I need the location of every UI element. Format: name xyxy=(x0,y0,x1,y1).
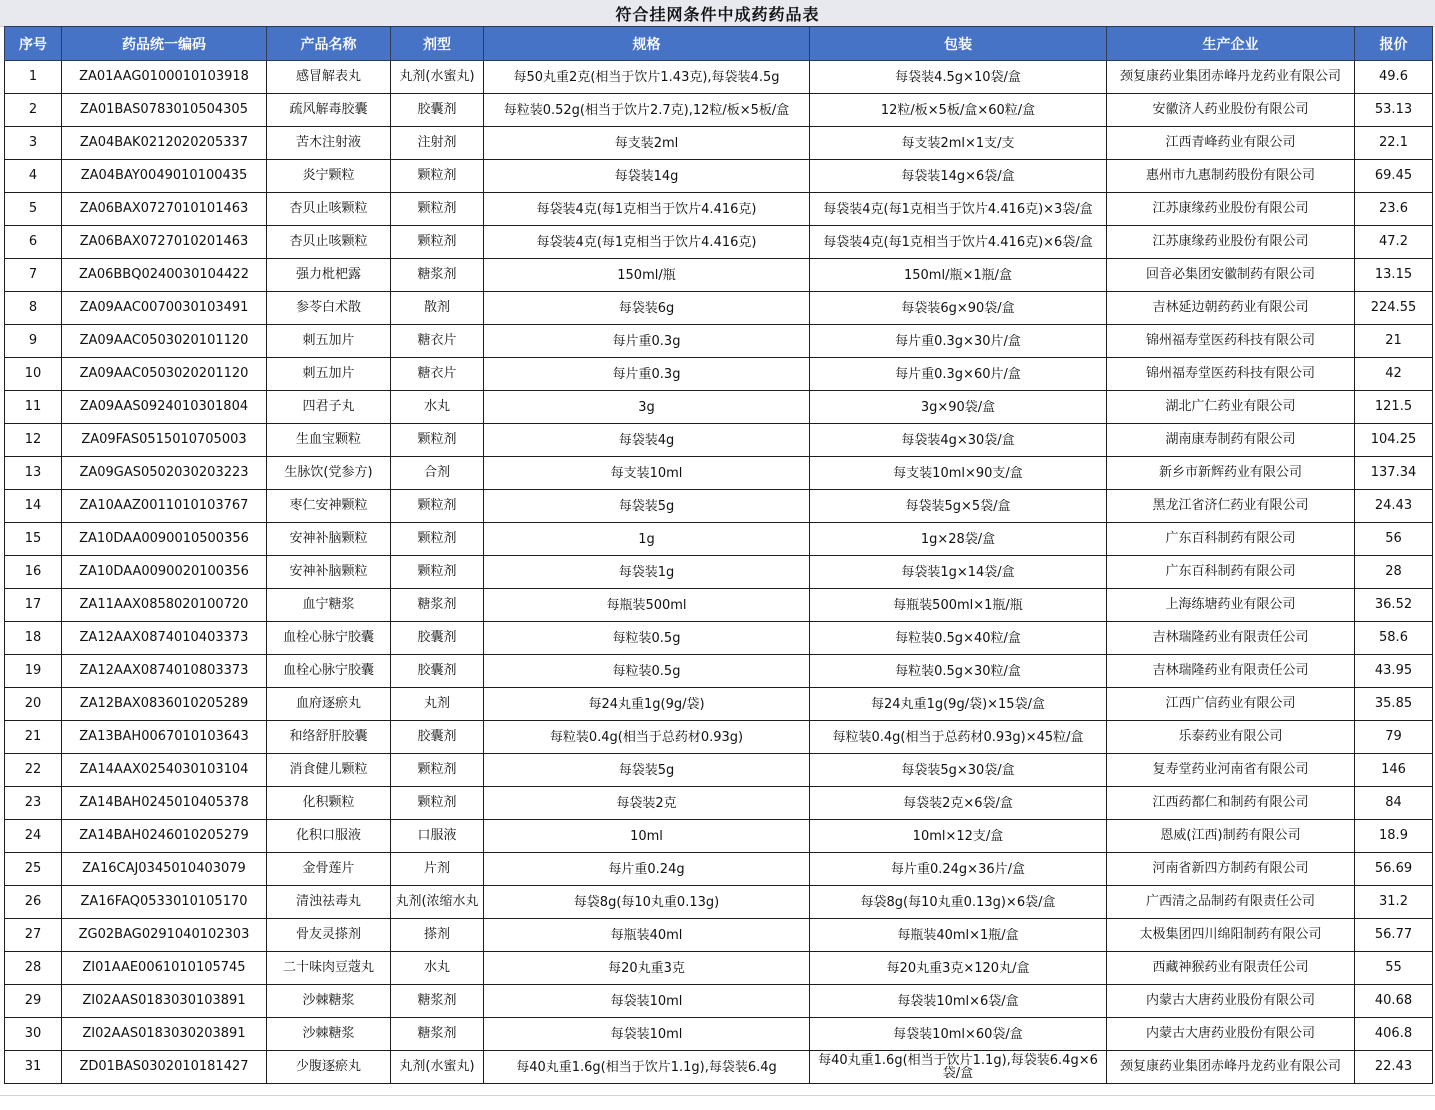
specification-cell[interactable]: 每袋8g(每10丸重0.13g) xyxy=(484,886,810,919)
table-row[interactable] xyxy=(5,754,1433,787)
table-row[interactable] xyxy=(5,688,1433,721)
row-number-cell[interactable]: 11 xyxy=(5,391,62,424)
manufacturer-cell[interactable]: 锦州福寿堂医药科技有限公司 xyxy=(1107,358,1355,391)
price-cell[interactable]: 56 xyxy=(1355,523,1433,556)
row-number-cell[interactable]: 7 xyxy=(5,259,62,292)
price-cell[interactable]: 23.6 xyxy=(1355,193,1433,226)
row-number-cell[interactable]: 25 xyxy=(5,853,62,886)
dosage-form-cell[interactable]: 水丸 xyxy=(391,952,484,985)
product-name-cell[interactable]: 炎宁颗粒 xyxy=(267,160,391,193)
product-name-cell[interactable]: 血宁糖浆 xyxy=(267,589,391,622)
product-name-cell[interactable]: 枣仁安神颗粒 xyxy=(267,490,391,523)
packaging-cell[interactable]: 150ml/瓶×1瓶/盒 xyxy=(810,259,1107,292)
table-row[interactable] xyxy=(5,61,1433,94)
product-name-cell[interactable]: 杏贝止咳颗粒 xyxy=(267,226,391,259)
table-row[interactable] xyxy=(5,226,1433,259)
price-cell[interactable]: 56.77 xyxy=(1355,919,1433,952)
dosage-form-cell[interactable]: 胶囊剂 xyxy=(391,655,484,688)
product-name-cell[interactable]: 生脉饮(党参方) xyxy=(267,457,391,490)
product-name-cell[interactable]: 清浊祛毒丸 xyxy=(267,886,391,919)
price-cell[interactable]: 224.55 xyxy=(1355,292,1433,325)
specification-cell[interactable]: 每袋装2克 xyxy=(484,787,810,820)
table-row[interactable] xyxy=(5,622,1433,655)
empty-row[interactable] xyxy=(0,1095,1435,1110)
row-number-cell[interactable]: 15 xyxy=(5,523,62,556)
row-number-cell[interactable]: 1 xyxy=(5,61,62,94)
row-number-cell[interactable]: 16 xyxy=(5,556,62,589)
packaging-cell[interactable]: 每袋装4g×30袋/盒 xyxy=(810,424,1107,457)
table-row[interactable] xyxy=(5,787,1433,820)
column-header[interactable]: 生产企业 xyxy=(1107,27,1355,61)
dosage-form-cell[interactable]: 丸剂(浓缩水丸 xyxy=(391,886,484,919)
packaging-cell[interactable]: 每粒装0.4g(相当于总药材0.93g)×45粒/盒 xyxy=(810,721,1107,754)
dosage-form-cell[interactable]: 丸剂 xyxy=(391,688,484,721)
manufacturer-cell[interactable]: 江苏康缘药业股份有限公司 xyxy=(1107,226,1355,259)
manufacturer-cell[interactable]: 湖北广仁药业有限公司 xyxy=(1107,391,1355,424)
price-cell[interactable]: 35.85 xyxy=(1355,688,1433,721)
product-name-cell[interactable]: 沙棘糖浆 xyxy=(267,985,391,1018)
packaging-cell[interactable]: 每袋8g(每10丸重0.13g)×6袋/盒 xyxy=(810,886,1107,919)
drug-code-cell[interactable]: ZA09AAC0503020201120 xyxy=(62,358,267,391)
price-cell[interactable]: 55 xyxy=(1355,952,1433,985)
drug-code-cell[interactable]: ZA01BAS0783010504305 xyxy=(62,94,267,127)
product-name-cell[interactable]: 和络舒肝胶囊 xyxy=(267,721,391,754)
product-name-cell[interactable]: 金骨莲片 xyxy=(267,853,391,886)
packaging-cell[interactable]: 每袋装2克×6袋/盒 xyxy=(810,787,1107,820)
drug-code-cell[interactable]: ZA04BAK0212020205337 xyxy=(62,127,267,160)
column-header[interactable]: 序号 xyxy=(5,27,62,61)
row-number-cell[interactable]: 20 xyxy=(5,688,62,721)
packaging-cell[interactable]: 每40丸重1.6g(相当于饮片1.1g),每袋装6.4g×6袋/盒 xyxy=(810,1051,1107,1084)
packaging-cell[interactable]: 1g×28袋/盒 xyxy=(810,523,1107,556)
manufacturer-cell[interactable]: 吉林瑞隆药业有限责任公司 xyxy=(1107,655,1355,688)
product-name-cell[interactable]: 化积颗粒 xyxy=(267,787,391,820)
manufacturer-cell[interactable]: 江西药都仁和制药有限公司 xyxy=(1107,787,1355,820)
sheet-title: 符合挂网条件中成药药品表 xyxy=(0,0,1435,27)
specification-cell[interactable]: 每袋装4克(每1克相当于饮片4.416克) xyxy=(484,193,810,226)
price-cell[interactable]: 22.43 xyxy=(1355,1051,1433,1084)
dosage-form-cell[interactable]: 片剂 xyxy=(391,853,484,886)
specification-cell[interactable]: 每袋装6g xyxy=(484,292,810,325)
drug-code-cell[interactable]: ZI02AAS0183030103891 xyxy=(62,985,267,1018)
row-number-cell[interactable]: 29 xyxy=(5,985,62,1018)
packaging-cell[interactable]: 每瓶装40ml×1瓶/盒 xyxy=(810,919,1107,952)
row-number-cell[interactable]: 12 xyxy=(5,424,62,457)
product-name-cell[interactable]: 消食健儿颗粒 xyxy=(267,754,391,787)
product-name-cell[interactable]: 二十味肉豆蔻丸 xyxy=(267,952,391,985)
specification-cell[interactable]: 每袋装1g xyxy=(484,556,810,589)
manufacturer-cell[interactable]: 惠州市九惠制药股份有限公司 xyxy=(1107,160,1355,193)
specification-cell[interactable]: 每支装10ml xyxy=(484,457,810,490)
manufacturer-cell[interactable]: 乐泰药业有限公司 xyxy=(1107,721,1355,754)
drug-code-cell[interactable]: ZA09GAS0502030203223 xyxy=(62,457,267,490)
drug-code-cell[interactable]: ZA09AAC0070030103491 xyxy=(62,292,267,325)
price-cell[interactable]: 40.68 xyxy=(1355,985,1433,1018)
packaging-cell[interactable]: 每支装10ml×90支/盒 xyxy=(810,457,1107,490)
dosage-form-cell[interactable]: 糖衣片 xyxy=(391,358,484,391)
packaging-cell[interactable]: 每袋装5g×30袋/盒 xyxy=(810,754,1107,787)
price-cell[interactable]: 43.95 xyxy=(1355,655,1433,688)
row-number-cell[interactable]: 9 xyxy=(5,325,62,358)
drug-code-cell[interactable]: ZA04BAY0049010100435 xyxy=(62,160,267,193)
manufacturer-cell[interactable]: 上海练塘药业有限公司 xyxy=(1107,589,1355,622)
packaging-cell[interactable]: 每袋装4克(每1克相当于饮片4.416克)×3袋/盒 xyxy=(810,193,1107,226)
specification-cell[interactable]: 每片重0.3g xyxy=(484,358,810,391)
row-number-cell[interactable]: 6 xyxy=(5,226,62,259)
dosage-form-cell[interactable]: 搽剂 xyxy=(391,919,484,952)
table-row[interactable] xyxy=(5,292,1433,325)
specification-cell[interactable]: 每瓶装40ml xyxy=(484,919,810,952)
drug-code-cell[interactable]: ZD01BAS0302010181427 xyxy=(62,1051,267,1084)
price-cell[interactable]: 56.69 xyxy=(1355,853,1433,886)
table-row[interactable] xyxy=(5,886,1433,919)
specification-cell[interactable]: 每袋装4g xyxy=(484,424,810,457)
price-cell[interactable]: 79 xyxy=(1355,721,1433,754)
price-cell[interactable]: 49.6 xyxy=(1355,61,1433,94)
row-number-cell[interactable]: 17 xyxy=(5,589,62,622)
dosage-form-cell[interactable]: 颗粒剂 xyxy=(391,226,484,259)
product-name-cell[interactable]: 安神补脑颗粒 xyxy=(267,523,391,556)
dosage-form-cell[interactable]: 注射剂 xyxy=(391,127,484,160)
specification-cell[interactable]: 每20丸重3克 xyxy=(484,952,810,985)
row-number-cell[interactable]: 3 xyxy=(5,127,62,160)
manufacturer-cell[interactable]: 回音必集团安徽制药有限公司 xyxy=(1107,259,1355,292)
specification-cell[interactable]: 每袋装4克(每1克相当于饮片4.416克) xyxy=(484,226,810,259)
dosage-form-cell[interactable]: 胶囊剂 xyxy=(391,622,484,655)
column-header[interactable]: 药品统一编码 xyxy=(62,27,267,61)
table-row[interactable] xyxy=(5,853,1433,886)
price-cell[interactable]: 84 xyxy=(1355,787,1433,820)
row-number-cell[interactable]: 30 xyxy=(5,1018,62,1051)
drug-code-cell[interactable]: ZA14AAX0254030103104 xyxy=(62,754,267,787)
product-name-cell[interactable]: 化积口服液 xyxy=(267,820,391,853)
drug-code-cell[interactable]: ZA10DAA0090020100356 xyxy=(62,556,267,589)
dosage-form-cell[interactable]: 糖浆剂 xyxy=(391,1018,484,1051)
specification-cell[interactable]: 每片重0.24g xyxy=(484,853,810,886)
manufacturer-cell[interactable]: 黑龙江省济仁药业有限公司 xyxy=(1107,490,1355,523)
product-name-cell[interactable]: 沙棘糖浆 xyxy=(267,1018,391,1051)
dosage-form-cell[interactable]: 颗粒剂 xyxy=(391,193,484,226)
dosage-form-cell[interactable]: 水丸 xyxy=(391,391,484,424)
column-header[interactable]: 剂型 xyxy=(391,27,484,61)
packaging-cell[interactable]: 每袋装4.5g×10袋/盒 xyxy=(810,61,1107,94)
table-row[interactable] xyxy=(5,424,1433,457)
drug-code-cell[interactable]: ZI01AAE0061010105745 xyxy=(62,952,267,985)
dosage-form-cell[interactable]: 胶囊剂 xyxy=(391,721,484,754)
packaging-cell[interactable]: 每袋装1g×14袋/盒 xyxy=(810,556,1107,589)
product-name-cell[interactable]: 刺五加片 xyxy=(267,325,391,358)
product-name-cell[interactable]: 强力枇杷露 xyxy=(267,259,391,292)
manufacturer-cell[interactable]: 安徽济人药业股份有限公司 xyxy=(1107,94,1355,127)
dosage-form-cell[interactable]: 丸剂(水蜜丸) xyxy=(391,1051,484,1084)
table-body xyxy=(5,61,1433,1084)
product-name-cell[interactable]: 血栓心脉宁胶囊 xyxy=(267,622,391,655)
specification-cell[interactable]: 1g xyxy=(484,523,810,556)
table-row[interactable] xyxy=(5,391,1433,424)
row-number-cell[interactable]: 13 xyxy=(5,457,62,490)
manufacturer-cell[interactable]: 吉林瑞隆药业有限责任公司 xyxy=(1107,622,1355,655)
drug-table xyxy=(4,26,1433,1084)
dosage-form-cell[interactable]: 糖浆剂 xyxy=(391,259,484,292)
drug-code-cell[interactable]: ZI02AAS0183030203891 xyxy=(62,1018,267,1051)
specification-cell[interactable]: 每袋装5g xyxy=(484,490,810,523)
product-name-cell[interactable]: 感冒解表丸 xyxy=(267,61,391,94)
specification-cell[interactable]: 每粒装0.52g(相当于饮片2.7克),12粒/板×5板/盒 xyxy=(484,94,810,127)
table-row[interactable] xyxy=(5,820,1433,853)
column-header[interactable]: 包装 xyxy=(810,27,1107,61)
price-cell[interactable]: 121.5 xyxy=(1355,391,1433,424)
dosage-form-cell[interactable]: 糖浆剂 xyxy=(391,985,484,1018)
price-cell[interactable]: 18.9 xyxy=(1355,820,1433,853)
manufacturer-cell[interactable]: 广西清之品制药有限责任公司 xyxy=(1107,886,1355,919)
manufacturer-cell[interactable]: 内蒙古大唐药业股份有限公司 xyxy=(1107,1018,1355,1051)
drug-code-cell[interactable]: ZA10DAA0090010500356 xyxy=(62,523,267,556)
packaging-cell[interactable]: 每袋装4克(每1克相当于饮片4.416克)×6袋/盒 xyxy=(810,226,1107,259)
specification-cell[interactable]: 每粒装0.4g(相当于总药材0.93g) xyxy=(484,721,810,754)
specification-cell[interactable]: 每袋装10ml xyxy=(484,1018,810,1051)
table-row[interactable] xyxy=(5,556,1433,589)
column-header[interactable]: 规格 xyxy=(484,27,810,61)
table-row[interactable] xyxy=(5,259,1433,292)
row-number-cell[interactable]: 24 xyxy=(5,820,62,853)
column-header[interactable]: 报价 xyxy=(1355,27,1433,61)
packaging-cell[interactable]: 每片重0.3g×60片/盒 xyxy=(810,358,1107,391)
drug-code-cell[interactable]: ZA16CAJ0345010403079 xyxy=(62,853,267,886)
specification-cell[interactable]: 3g xyxy=(484,391,810,424)
table-row[interactable] xyxy=(5,1051,1433,1084)
product-name-cell[interactable]: 少腹逐瘀丸 xyxy=(267,1051,391,1084)
table-row[interactable] xyxy=(5,94,1433,127)
manufacturer-cell[interactable]: 复寿堂药业河南省有限公司 xyxy=(1107,754,1355,787)
row-number-cell[interactable]: 28 xyxy=(5,952,62,985)
manufacturer-cell[interactable]: 吉林延边朝药药业有限公司 xyxy=(1107,292,1355,325)
manufacturer-cell[interactable]: 内蒙古大唐药业股份有限公司 xyxy=(1107,985,1355,1018)
row-number-cell[interactable]: 4 xyxy=(5,160,62,193)
price-cell[interactable]: 42 xyxy=(1355,358,1433,391)
table-row[interactable] xyxy=(5,985,1433,1018)
table-row[interactable] xyxy=(5,160,1433,193)
manufacturer-cell[interactable]: 江西青峰药业有限公司 xyxy=(1107,127,1355,160)
row-number-cell[interactable]: 27 xyxy=(5,919,62,952)
dosage-form-cell[interactable]: 丸剂(水蜜丸) xyxy=(391,61,484,94)
specification-cell[interactable]: 每粒装0.5g xyxy=(484,622,810,655)
manufacturer-cell[interactable]: 颈复康药业集团赤峰丹龙药业有限公司 xyxy=(1107,1051,1355,1084)
row-number-cell[interactable]: 18 xyxy=(5,622,62,655)
row-number-cell[interactable]: 5 xyxy=(5,193,62,226)
packaging-cell[interactable]: 每粒装0.5g×40粒/盒 xyxy=(810,622,1107,655)
drug-code-cell[interactable]: ZA09AAS0924010301804 xyxy=(62,391,267,424)
table-row[interactable] xyxy=(5,127,1433,160)
drug-code-cell[interactable]: ZA13BAH0067010103643 xyxy=(62,721,267,754)
specification-cell[interactable]: 每袋装5g xyxy=(484,754,810,787)
specification-cell[interactable]: 每瓶装500ml xyxy=(484,589,810,622)
manufacturer-cell[interactable]: 湖南康寿制药有限公司 xyxy=(1107,424,1355,457)
specification-cell[interactable]: 每支装2ml xyxy=(484,127,810,160)
product-name-cell[interactable]: 生血宝颗粒 xyxy=(267,424,391,457)
packaging-cell[interactable]: 每袋装5g×5袋/盒 xyxy=(810,490,1107,523)
specification-cell[interactable]: 每片重0.3g xyxy=(484,325,810,358)
dosage-form-cell[interactable]: 颗粒剂 xyxy=(391,160,484,193)
drug-code-cell[interactable]: ZA14BAH0245010405378 xyxy=(62,787,267,820)
packaging-cell[interactable]: 每片重0.24g×36片/盒 xyxy=(810,853,1107,886)
product-name-cell[interactable]: 刺五加片 xyxy=(267,358,391,391)
product-name-cell[interactable]: 疏风解毒胶囊 xyxy=(267,94,391,127)
packaging-cell[interactable]: 每24丸重1g(9g/袋)×15袋/盒 xyxy=(810,688,1107,721)
price-cell[interactable]: 28 xyxy=(1355,556,1433,589)
price-cell[interactable]: 58.6 xyxy=(1355,622,1433,655)
price-cell[interactable]: 137.34 xyxy=(1355,457,1433,490)
specification-cell[interactable]: 每50丸重2克(相当于饮片1.43克),每袋装4.5g xyxy=(484,61,810,94)
packaging-cell[interactable]: 每片重0.3g×30片/盒 xyxy=(810,325,1107,358)
product-name-cell[interactable]: 参苓白术散 xyxy=(267,292,391,325)
price-cell[interactable]: 53.13 xyxy=(1355,94,1433,127)
table-row[interactable] xyxy=(5,655,1433,688)
dosage-form-cell[interactable]: 颗粒剂 xyxy=(391,787,484,820)
table-row[interactable] xyxy=(5,589,1433,622)
manufacturer-cell[interactable]: 江西广信药业有限公司 xyxy=(1107,688,1355,721)
price-cell[interactable]: 36.52 xyxy=(1355,589,1433,622)
manufacturer-cell[interactable]: 颈复康药业集团赤峰丹龙药业有限公司 xyxy=(1107,61,1355,94)
dosage-form-cell[interactable]: 合剂 xyxy=(391,457,484,490)
price-cell[interactable]: 21 xyxy=(1355,325,1433,358)
price-cell[interactable]: 69.45 xyxy=(1355,160,1433,193)
row-number-cell[interactable]: 19 xyxy=(5,655,62,688)
column-header[interactable]: 产品名称 xyxy=(267,27,391,61)
price-cell[interactable]: 13.15 xyxy=(1355,259,1433,292)
specification-cell[interactable]: 150ml/瓶 xyxy=(484,259,810,292)
dosage-form-cell[interactable]: 颗粒剂 xyxy=(391,556,484,589)
row-number-cell[interactable]: 8 xyxy=(5,292,62,325)
row-number-cell[interactable]: 26 xyxy=(5,886,62,919)
dosage-form-cell[interactable]: 胶囊剂 xyxy=(391,94,484,127)
row-number-cell[interactable]: 2 xyxy=(5,94,62,127)
product-name-cell[interactable]: 杏贝止咳颗粒 xyxy=(267,193,391,226)
product-name-cell[interactable]: 苦木注射液 xyxy=(267,127,391,160)
table-row[interactable] xyxy=(5,325,1433,358)
drug-code-cell[interactable]: ZA16FAQ0533010105170 xyxy=(62,886,267,919)
drug-code-cell[interactable]: ZA10AAZ0011010103767 xyxy=(62,490,267,523)
product-name-cell[interactable]: 血栓心脉宁胶囊 xyxy=(267,655,391,688)
dosage-form-cell[interactable]: 颗粒剂 xyxy=(391,490,484,523)
header-row xyxy=(5,27,1433,61)
price-cell[interactable]: 22.1 xyxy=(1355,127,1433,160)
table-row[interactable] xyxy=(5,457,1433,490)
price-cell[interactable]: 104.25 xyxy=(1355,424,1433,457)
table-row[interactable] xyxy=(5,952,1433,985)
price-cell[interactable]: 24.43 xyxy=(1355,490,1433,523)
price-cell[interactable]: 406.8 xyxy=(1355,1018,1433,1051)
drug-code-cell[interactable]: ZA06BAX0727010101463 xyxy=(62,193,267,226)
packaging-cell[interactable]: 每20丸重3克×120丸/盒 xyxy=(810,952,1107,985)
price-cell[interactable]: 31.2 xyxy=(1355,886,1433,919)
drug-code-cell[interactable]: ZA06BBQ0240030104422 xyxy=(62,259,267,292)
specification-cell[interactable]: 每袋装10ml xyxy=(484,985,810,1018)
manufacturer-cell[interactable]: 恩威(江西)制药有限公司 xyxy=(1107,820,1355,853)
table-row[interactable] xyxy=(5,358,1433,391)
packaging-cell[interactable]: 每瓶装500ml×1瓶/瓶 xyxy=(810,589,1107,622)
drug-code-cell[interactable]: ZA12AAX0874010803373 xyxy=(62,655,267,688)
drug-code-cell[interactable]: ZA06BAX0727010201463 xyxy=(62,226,267,259)
drug-code-cell[interactable]: ZA09AAC0503020101120 xyxy=(62,325,267,358)
row-number-cell[interactable]: 23 xyxy=(5,787,62,820)
dosage-form-cell[interactable]: 糖浆剂 xyxy=(391,589,484,622)
row-number-cell[interactable]: 22 xyxy=(5,754,62,787)
packaging-cell[interactable]: 每袋装10ml×6袋/盒 xyxy=(810,985,1107,1018)
packaging-cell[interactable]: 每袋装6g×90袋/盒 xyxy=(810,292,1107,325)
row-number-cell[interactable]: 21 xyxy=(5,721,62,754)
packaging-cell[interactable]: 12粒/板×5板/盒×60粒/盒 xyxy=(810,94,1107,127)
table-row[interactable] xyxy=(5,919,1433,952)
table-row[interactable] xyxy=(5,1018,1433,1051)
manufacturer-cell[interactable]: 西藏神猴药业有限责任公司 xyxy=(1107,952,1355,985)
table-row[interactable] xyxy=(5,193,1433,226)
manufacturer-cell[interactable]: 广东百科制药有限公司 xyxy=(1107,556,1355,589)
table-row[interactable] xyxy=(5,721,1433,754)
product-name-cell[interactable]: 安神补脑颗粒 xyxy=(267,556,391,589)
specification-cell[interactable]: 每粒装0.5g xyxy=(484,655,810,688)
price-cell[interactable]: 47.2 xyxy=(1355,226,1433,259)
drug-code-cell[interactable]: ZA01AAG0100010103918 xyxy=(62,61,267,94)
specification-cell[interactable]: 每24丸重1g(9g/袋) xyxy=(484,688,810,721)
specification-cell[interactable]: 10ml xyxy=(484,820,810,853)
row-number-cell[interactable]: 14 xyxy=(5,490,62,523)
manufacturer-cell[interactable]: 江苏康缘药业股份有限公司 xyxy=(1107,193,1355,226)
manufacturer-cell[interactable]: 广东百科制药有限公司 xyxy=(1107,523,1355,556)
specification-cell[interactable]: 每40丸重1.6g(相当于饮片1.1g),每袋装6.4g xyxy=(484,1051,810,1084)
packaging-cell[interactable]: 每袋装14g×6袋/盒 xyxy=(810,160,1107,193)
dosage-form-cell[interactable]: 散剂 xyxy=(391,292,484,325)
manufacturer-cell[interactable]: 新乡市新辉药业有限公司 xyxy=(1107,457,1355,490)
packaging-cell[interactable]: 每袋装10ml×60袋/盒 xyxy=(810,1018,1107,1051)
specification-cell[interactable]: 每袋装14g xyxy=(484,160,810,193)
manufacturer-cell[interactable]: 太极集团四川绵阳制药有限公司 xyxy=(1107,919,1355,952)
row-number-cell[interactable]: 10 xyxy=(5,358,62,391)
table-row[interactable] xyxy=(5,523,1433,556)
drug-code-cell[interactable]: ZA11AAX0858020100720 xyxy=(62,589,267,622)
packaging-cell[interactable]: 10ml×12支/盒 xyxy=(810,820,1107,853)
dosage-form-cell[interactable]: 颗粒剂 xyxy=(391,754,484,787)
packaging-cell[interactable]: 每支装2ml×1支/支 xyxy=(810,127,1107,160)
row-number-cell[interactable]: 31 xyxy=(5,1051,62,1084)
packaging-cell[interactable]: 3g×90袋/盒 xyxy=(810,391,1107,424)
dosage-form-cell[interactable]: 颗粒剂 xyxy=(391,523,484,556)
price-cell[interactable]: 146 xyxy=(1355,754,1433,787)
drug-code-cell[interactable]: ZA12BAX0836010205289 xyxy=(62,688,267,721)
drug-code-cell[interactable]: ZG02BAG0291040102303 xyxy=(62,919,267,952)
drug-code-cell[interactable]: ZA12AAX0874010403373 xyxy=(62,622,267,655)
product-name-cell[interactable]: 骨友灵搽剂 xyxy=(267,919,391,952)
drug-code-cell[interactable]: ZA14BAH0246010205279 xyxy=(62,820,267,853)
product-name-cell[interactable]: 四君子丸 xyxy=(267,391,391,424)
table-row[interactable] xyxy=(5,490,1433,523)
drug-code-cell[interactable]: ZA09FAS0515010705003 xyxy=(62,424,267,457)
dosage-form-cell[interactable]: 口服液 xyxy=(391,820,484,853)
dosage-form-cell[interactable]: 颗粒剂 xyxy=(391,424,484,457)
packaging-cell[interactable]: 每粒装0.5g×30粒/盒 xyxy=(810,655,1107,688)
product-name-cell[interactable]: 血府逐瘀丸 xyxy=(267,688,391,721)
manufacturer-cell[interactable]: 河南省新四方制药有限公司 xyxy=(1107,853,1355,886)
dosage-form-cell[interactable]: 糖衣片 xyxy=(391,325,484,358)
manufacturer-cell[interactable]: 锦州福寿堂医药科技有限公司 xyxy=(1107,325,1355,358)
